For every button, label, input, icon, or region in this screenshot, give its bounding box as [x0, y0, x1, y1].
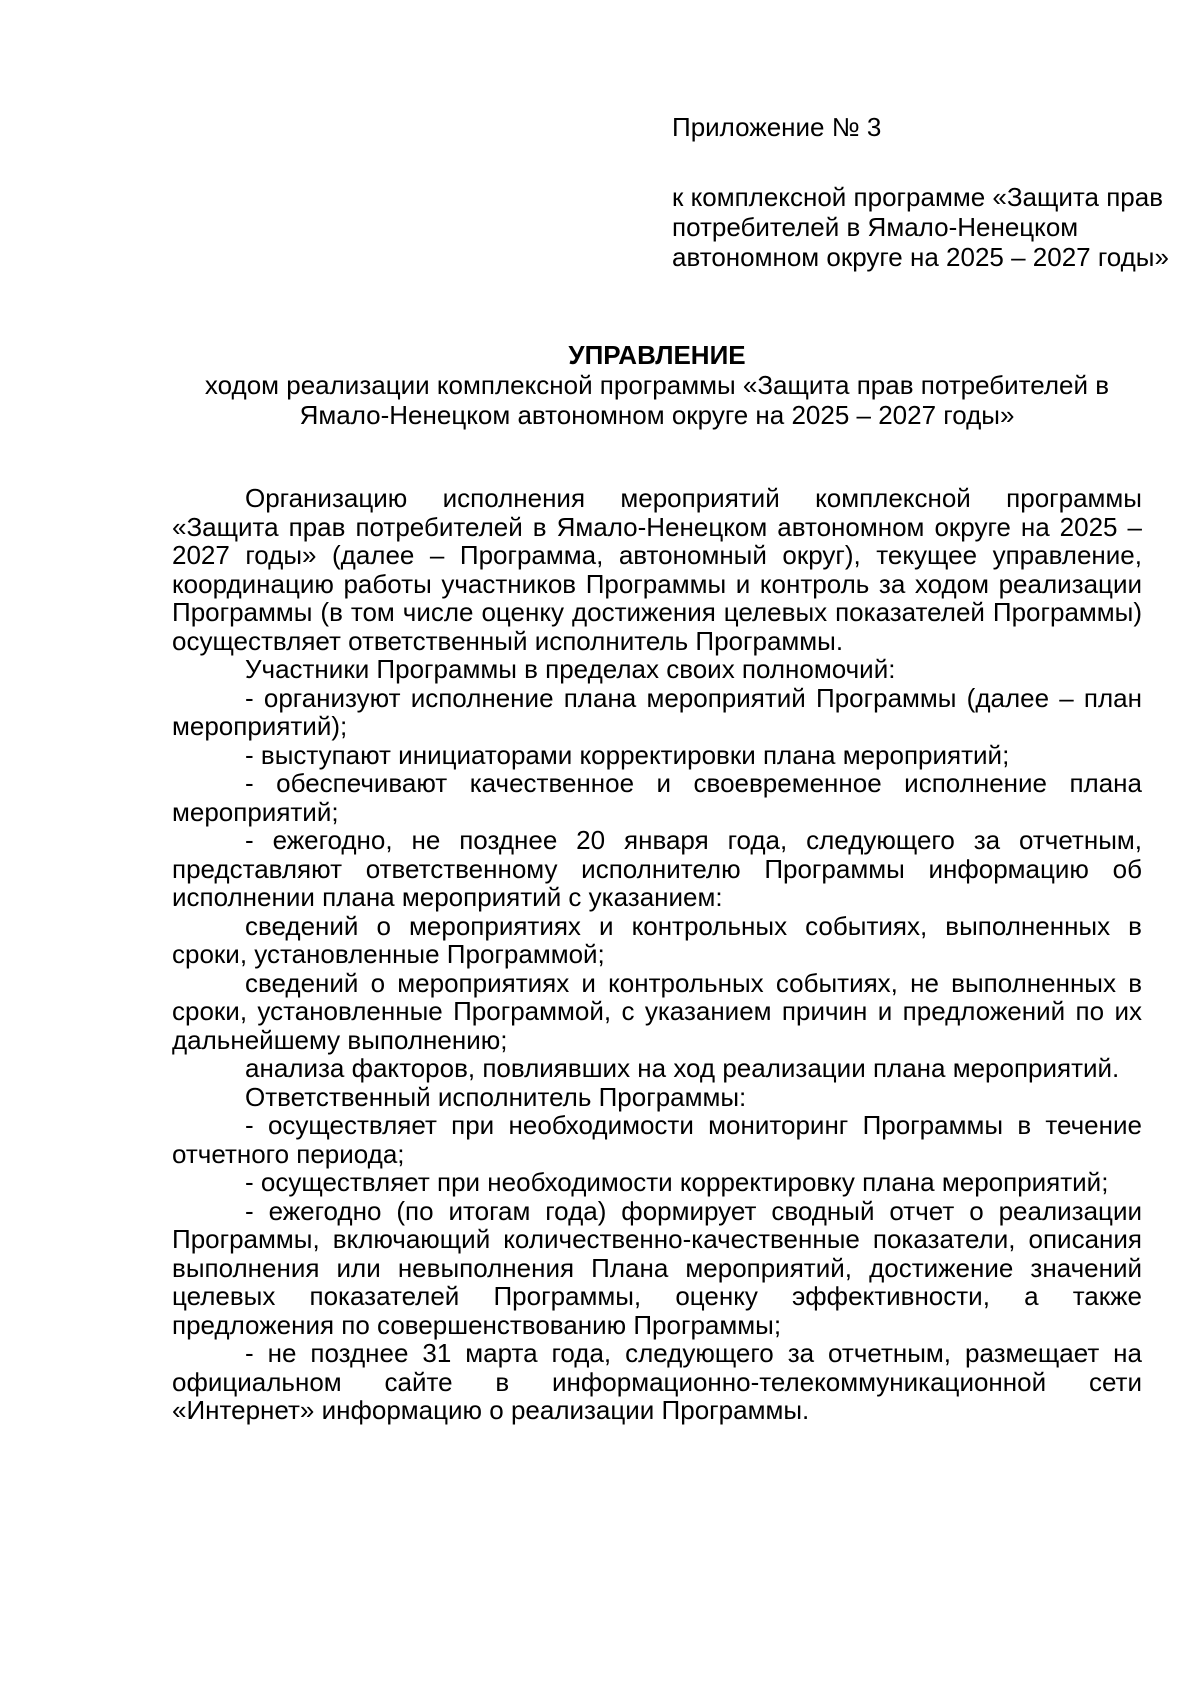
body-paragraph: - осуществляет при необходимости корректировку плана мероприятий; [245, 1167, 1109, 1197]
body-paragraph: - ежегодно (по итогам года) формирует сводный отчет о реализации Программы, включающий количественно-качественные показатели, описания выполнения или невыполнения Плана мероприятий, достижение значений целевых показателей Программы, оценку эффективности, а также предложения по совершенствованию Программы; [172, 1195, 1142, 1340]
body-paragraph: - организуют исполнение плана мероприятий Программы (далее – план мероприятий); [172, 682, 1142, 741]
document-subtitle: ходом реализации комплексной программы «Защита прав потребителей в Ямало-Ненецком автономном округе на 2025 – 2027 годы» [204, 370, 1110, 430]
body-paragraph: - осуществляет при необходимости мониторинг Программы в течение отчетного периода; [172, 1110, 1142, 1169]
document-body [172, 484, 1142, 1425]
body-paragraph: анализа факторов, повлиявших на ход реализации плана мероприятий. [245, 1053, 1120, 1083]
body-paragraph: - обеспечивают качественное и своевременное исполнение плана мероприятий; [172, 768, 1142, 827]
body-paragraph: Организацию исполнения мероприятий комплексной программы «Защита прав потребителей в Ямало-Ненецком автономном округе на 2025 – 2027 годы» (далее – Программа, автономный округ), текущее управление, координацию работы участников Программы и контроль за ходом реализации Программы (в том числе оценку достижения целевых показателей Программы) осуществляет ответственный исполнитель Программы. [172, 483, 1142, 656]
appendix-text: к комплексной программе «Защита прав потребителей в Ямало-Ненецком автономном округе на 2025 – 2027 годы» [672, 182, 1169, 272]
title-block [172, 340, 1142, 430]
body-paragraph: сведений о мероприятиях и контрольных событиях, выполненных в сроки, установленные Программой; [172, 910, 1142, 969]
body-paragraph: сведений о мероприятиях и контрольных событиях, не выполненных в сроки, установленные Программой, с указанием причин и предложений по их дальнейшему выполнению; [172, 967, 1142, 1055]
body-paragraph: Участники Программы в пределах своих полномочий: [245, 654, 896, 684]
body-paragraph: - ежегодно, не позднее 20 января года, следующего за отчетным, представляют ответственному исполнителю Программы информацию об исполнении плана мероприятий с указанием: [172, 825, 1142, 912]
body-paragraph: - не позднее 31 марта года, следующего за отчетным, размещает на официальном сайте в информационно-телекоммуникационной сети «Интернет» информацию о реализации Программы. [172, 1338, 1142, 1425]
document-title: УПРАВЛЕНИЕ [568, 340, 746, 370]
appendix-header [672, 112, 1172, 272]
body-paragraph: - выступают инициаторами корректировки плана мероприятий; [245, 739, 1010, 770]
body-paragraph: Ответственный исполнитель Программы: [245, 1081, 747, 1112]
appendix-number: Приложение № 3 [672, 112, 882, 142]
